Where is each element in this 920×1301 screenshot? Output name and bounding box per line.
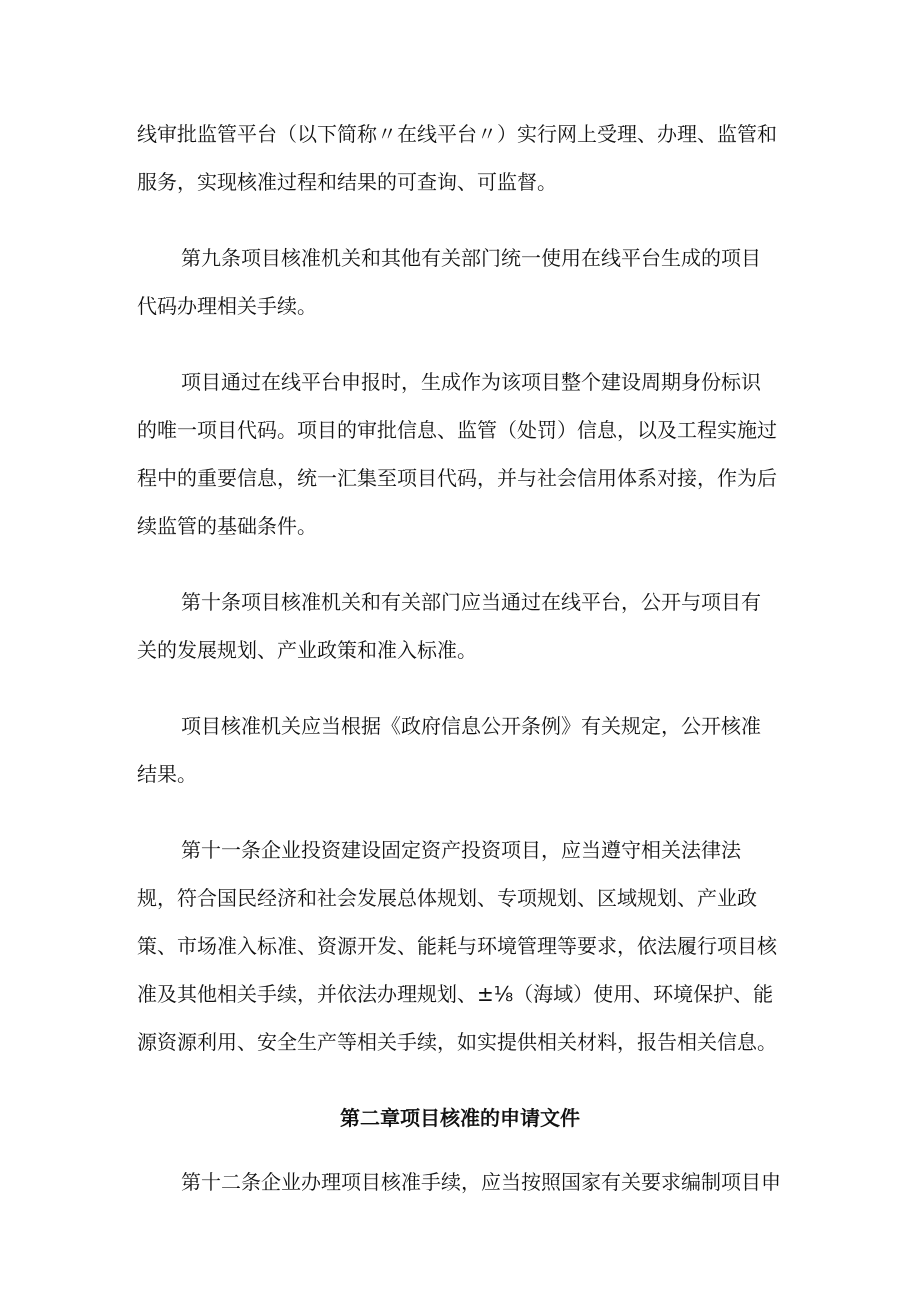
text-line: 关的发展规划、产业政策和准入标准。 bbox=[137, 638, 477, 662]
text-line: 源资源利用、安全生产等相关手续，如实提供相关材料，报告相关信息。 bbox=[137, 1030, 777, 1054]
article-12-paragraph bbox=[137, 1158, 787, 1206]
article-11-paragraph bbox=[137, 826, 787, 1066]
article-9-paragraph bbox=[137, 234, 787, 330]
text-line: 第十二条企业办理项目核准手续，应当按照国家有关要求编制项目申 bbox=[181, 1170, 781, 1194]
project-code-paragraph bbox=[137, 358, 787, 550]
article-10-paragraph bbox=[137, 578, 787, 674]
chapter-heading: 第二章项目核准的申请文件 bbox=[340, 1106, 580, 1130]
text-line: 准及其他相关手续，并依法办理规划、±⅛（海域）使用、环境保护、能 bbox=[137, 982, 774, 1006]
text-line: 规，符合国民经济和社会发展总体规划、专项规划、区域规划、产业政 bbox=[137, 886, 757, 910]
text-line: 项目通过在线平台申报时，生成作为该项目整个建设周期身份标识 bbox=[181, 370, 761, 394]
text-line: 策、市场准入标准、资源开发、能耗与环境管理等要求，依法履行项目核 bbox=[137, 934, 777, 958]
disclosure-paragraph bbox=[137, 702, 787, 798]
paragraph-continuation bbox=[137, 110, 787, 206]
text-line: 第九条项目核准机关和其他有关部门统一使用在线平台生成的项目 bbox=[181, 246, 761, 270]
text-line: 结果。 bbox=[137, 762, 197, 786]
text-line: 续监管的基础条件。 bbox=[137, 514, 317, 538]
text-line: 程中的重要信息，统一汇集至项目代码，并与社会信用体系对接，作为后 bbox=[137, 466, 777, 490]
text-line: 的唯一项目代码。项目的审批信息、监管（处罚）信息，以及工程实施过 bbox=[137, 418, 777, 442]
text-line: 第十一条企业投资建设固定资产投资项目，应当遵守相关法律法 bbox=[181, 838, 741, 862]
text-line: 服务，实现核准过程和结果的可查询、可监督。 bbox=[137, 170, 557, 194]
text-line: 第十条项目核准机关和有关部门应当通过在线平台，公开与项目有 bbox=[181, 590, 761, 614]
text-line: 项目核准机关应当根据《政府信息公开条例》有关规定，公开核准 bbox=[181, 714, 761, 738]
text-line: 代码办理相关手续。 bbox=[137, 294, 317, 318]
text-line: 线审批监管平台（以下简称〃在线平台〃）实行网上受理、办理、监管和 bbox=[137, 122, 777, 146]
